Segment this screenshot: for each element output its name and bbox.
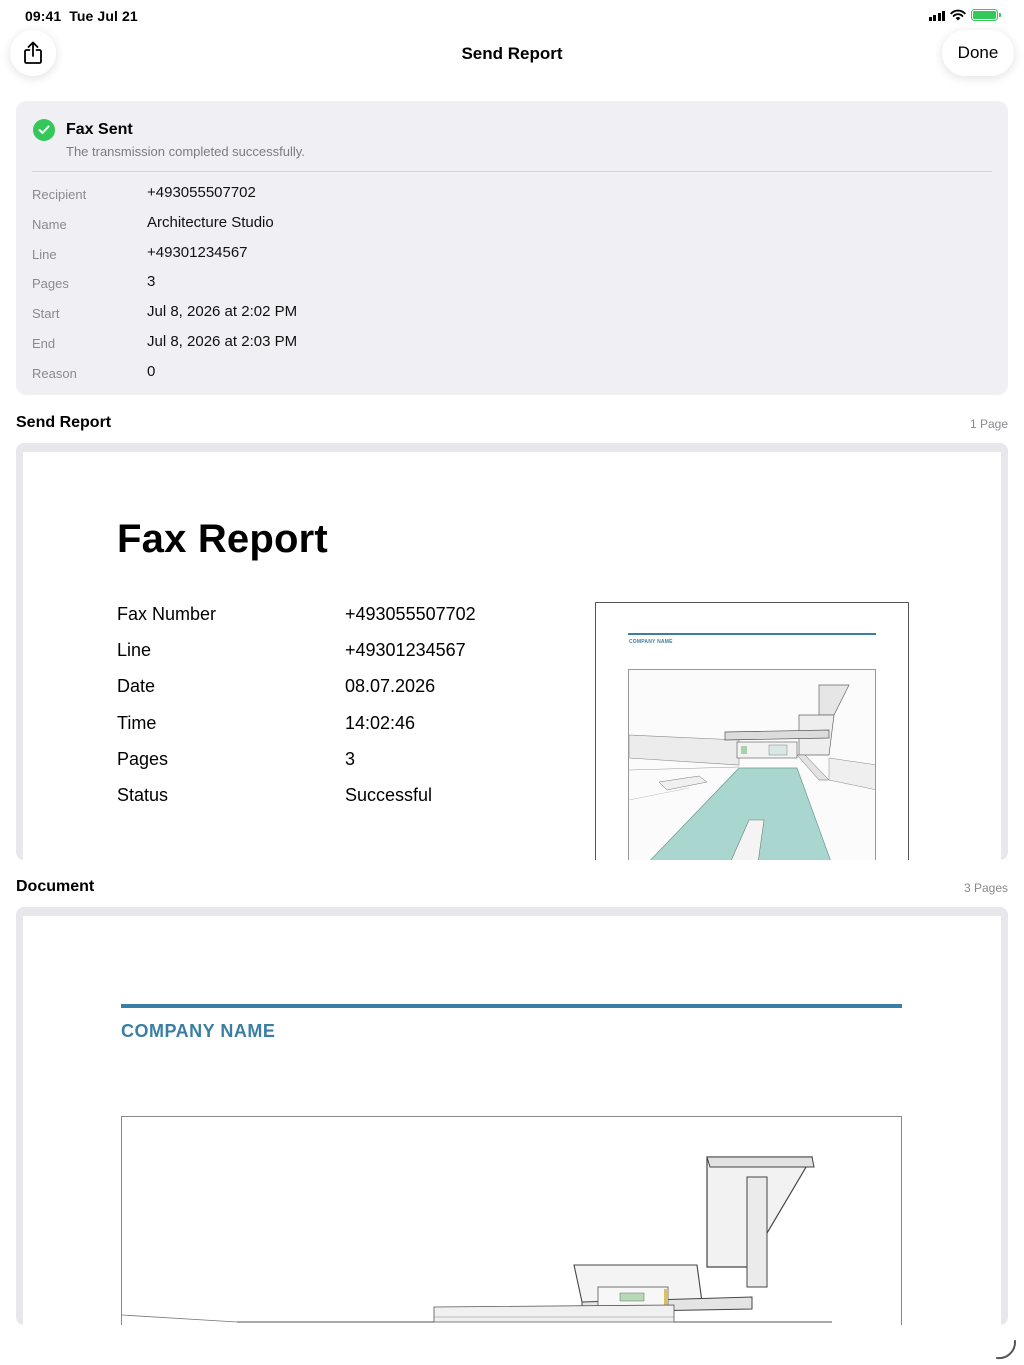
status-bar — [0, 0, 1024, 32]
report-row — [117, 604, 537, 640]
report-row — [117, 640, 537, 676]
section-title: Document — [16, 878, 95, 895]
checkmark-circle-icon — [33, 119, 55, 141]
document-header-rule — [121, 1004, 902, 1008]
report-row — [117, 785, 537, 821]
cellular-signal-icon — [929, 10, 946, 21]
report-value: +493055507702 — [345, 604, 476, 624]
detail-value: Jul 8, 2026 at 2:03 PM — [147, 332, 298, 350]
report-value: +49301234567 — [345, 640, 466, 661]
status-clock: 09:41 — [25, 8, 62, 24]
detail-label: Name — [32, 216, 67, 232]
report-label: Date — [117, 676, 156, 697]
status-subtitle: The transmission completed successfully. — [66, 144, 305, 159]
detail-label: Pages — [32, 276, 69, 292]
section-title: Send Report — [16, 414, 112, 431]
document-preview[interactable] — [16, 907, 1008, 1325]
report-value: 14:02:46 — [345, 712, 416, 733]
detail-label: Reason — [32, 365, 77, 381]
thumbnail-rule — [628, 633, 876, 635]
navigation-bar — [0, 30, 1024, 80]
report-value: 08.07.2026 — [345, 676, 436, 697]
detail-row-recipient — [32, 179, 992, 209]
architecture-sketch-thumbnail — [628, 669, 876, 860]
detail-row-line — [32, 239, 992, 269]
detail-value: Jul 8, 2026 at 2:02 PM — [147, 303, 298, 321]
detail-value: Architecture Studio — [147, 213, 274, 231]
wifi-icon — [950, 9, 966, 21]
send-report-preview[interactable] — [16, 443, 1008, 860]
document-section-header — [16, 878, 1008, 900]
divider — [32, 171, 992, 172]
document-thumbnail — [595, 602, 909, 860]
done-button[interactable]: Done — [942, 30, 1014, 76]
detail-row-name — [32, 209, 992, 239]
detail-label: Line — [32, 246, 57, 262]
detail-label: Start — [32, 306, 60, 322]
detail-value: +493055507702 — [147, 184, 256, 201]
report-table — [117, 604, 537, 821]
status-icons — [929, 9, 999, 21]
report-label: Status — [117, 784, 169, 805]
document-page — [23, 916, 1001, 1325]
detail-value: 3 — [147, 273, 156, 291]
report-label: Pages — [117, 748, 169, 769]
detail-label: End — [32, 335, 56, 351]
report-label: Line — [117, 640, 152, 661]
status-title: Fax Sent — [66, 121, 133, 138]
page-count: 3 Pages — [963, 881, 1008, 895]
send-report-section-header — [16, 414, 1008, 436]
detail-value: +49301234567 — [147, 243, 248, 261]
company-name: COMPANY NAME — [121, 1021, 276, 1041]
report-row — [117, 749, 537, 785]
detail-list — [32, 179, 992, 388]
report-title: Fax Report — [117, 517, 328, 561]
status-time — [25, 8, 138, 24]
status-date: Tue Jul 21 — [69, 8, 138, 24]
fax-status-card — [16, 101, 1008, 395]
report-label: Time — [117, 712, 157, 733]
page-count: 1 Page — [969, 417, 1008, 431]
page-title: Send Report — [461, 44, 563, 63]
loading-indicator-icon — [994, 1337, 1018, 1361]
report-value: Successful — [345, 784, 433, 805]
detail-value: 0 — [147, 362, 156, 380]
report-row — [117, 676, 537, 712]
report-value: 3 — [345, 748, 356, 769]
architecture-sketch-image — [121, 1116, 902, 1325]
report-row — [117, 713, 537, 749]
battery-icon — [971, 9, 998, 21]
detail-row-end — [32, 328, 992, 358]
report-label: Fax Number — [117, 604, 217, 624]
detail-row-reason — [32, 358, 992, 388]
thumbnail-company-name: COMPANY NAME — [629, 639, 673, 645]
detail-label: Recipient — [32, 187, 87, 202]
report-page — [23, 452, 1001, 860]
detail-row-pages — [32, 268, 992, 298]
detail-row-start — [32, 298, 992, 328]
